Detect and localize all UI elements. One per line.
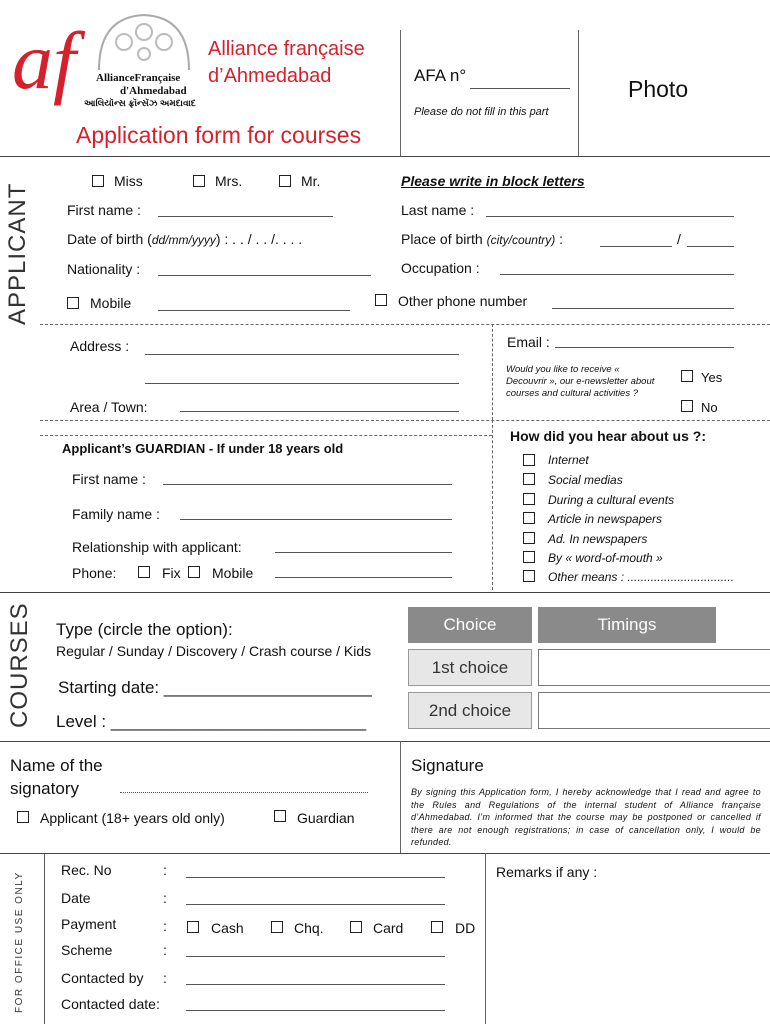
logo-gujarati: આલિયૉન્સ ફ્રૉન્સૅઝ અમદાવાદ	[84, 98, 196, 108]
hear-option[interactable]	[523, 529, 723, 547]
other-phone-field[interactable]	[552, 308, 734, 309]
mobile-checkbox[interactable]	[67, 297, 79, 309]
other-phone-checkbox[interactable]	[375, 294, 387, 306]
signature-label: Signature	[411, 756, 484, 775]
place-end: :	[555, 231, 564, 247]
logo-ornament-icon	[94, 12, 194, 72]
signature-top-rule	[0, 741, 770, 742]
hear-option-label: By « word-of-mouth »	[548, 551, 663, 565]
rec-no-colon: :	[163, 862, 167, 878]
place-slash: /	[677, 231, 681, 247]
logo-name-line2: d'Ahmedabad	[120, 85, 187, 97]
address-email-divider	[492, 324, 493, 420]
logo-name-line1: AllianceFrançaise	[96, 72, 181, 84]
guardian-fix-checkbox[interactable]	[138, 566, 150, 578]
guardian-top-divider	[40, 420, 770, 421]
org-name-line2: d’Ahmedabad	[208, 65, 332, 87]
hear-option-label: Article in newspapers	[548, 512, 663, 526]
hear-option[interactable]	[523, 548, 723, 566]
signature-area[interactable]	[410, 778, 765, 786]
place-hint: (city/country)	[486, 233, 556, 247]
date-field[interactable]	[186, 904, 445, 905]
other-phone-label: Other phone number	[398, 293, 528, 309]
starting-date-label[interactable]: Starting date: ______________________	[58, 678, 372, 697]
dob-label-start: Date of birth (	[67, 231, 152, 247]
nationality-label: Nationality :	[67, 261, 141, 277]
guardian-family-name-field[interactable]	[180, 519, 452, 520]
address-field-1[interactable]	[145, 354, 459, 355]
signatory-field[interactable]	[120, 792, 368, 793]
address-field-2[interactable]	[145, 383, 459, 384]
place-label-start: Place of birth	[401, 231, 487, 247]
payment-colon: :	[163, 918, 167, 934]
dob-format: dd/mm/yyyy	[151, 233, 216, 247]
hear-option-label: Ad. In newspapers	[548, 532, 648, 546]
newsletter-yes-label: Yes	[701, 370, 723, 385]
applicant-divider	[40, 324, 770, 325]
block-letters-note: Please write in block letters	[401, 173, 585, 189]
signature-divider	[400, 741, 401, 853]
payment-chq-label: Chq.	[294, 920, 324, 936]
place-field-city[interactable]	[600, 246, 672, 247]
logo-af: af	[12, 15, 76, 106]
hear-option[interactable]	[523, 567, 743, 585]
mrs-label: Mrs.	[215, 173, 243, 189]
newsletter-yes-checkbox[interactable]	[681, 370, 693, 382]
newsletter-no-label: No	[701, 400, 718, 415]
remarks-area[interactable]	[496, 884, 764, 1018]
hear-checkbox[interactable]	[523, 454, 535, 466]
course-type-label: Type (circle the option):	[56, 620, 233, 639]
office-section-label: FOR OFFICE USE ONLY	[14, 871, 25, 1013]
occupation-label: Occupation :	[401, 260, 480, 276]
second-choice-timing[interactable]	[538, 692, 770, 729]
guardian-box-right	[492, 420, 493, 590]
mr-checkbox[interactable]	[279, 175, 291, 187]
payment-label: Payment	[61, 916, 117, 932]
date-colon: :	[163, 890, 167, 906]
guardian-mobile-label: Mobile	[212, 565, 254, 581]
payment-card-label: Card	[373, 920, 404, 936]
last-name-field[interactable]	[486, 216, 734, 217]
mobile-field[interactable]	[158, 310, 350, 311]
hear-checkbox[interactable]	[523, 551, 535, 563]
level-label[interactable]: Level : ___________________________	[56, 712, 367, 731]
payment-dd-checkbox[interactable]	[431, 921, 443, 933]
choice-header: Choice	[408, 607, 532, 643]
signatory-label: Name of the signatory	[10, 756, 103, 798]
mrs-checkbox[interactable]	[193, 175, 205, 187]
first-name-label: First name :	[67, 202, 141, 218]
scheme-label: Scheme	[61, 942, 113, 958]
applicant-section-label: APPLICANT	[4, 182, 31, 325]
guardian-signatory-label: Guardian	[297, 810, 355, 826]
contacted-by-field[interactable]	[186, 984, 445, 985]
afa-field[interactable]	[470, 88, 570, 89]
newsletter-no-checkbox[interactable]	[681, 400, 693, 412]
hear-checkbox[interactable]	[523, 570, 535, 582]
area-field[interactable]	[180, 411, 459, 412]
miss-label: Miss	[114, 173, 143, 189]
org-name-line1: Alliance française	[208, 38, 365, 60]
place-field-country[interactable]	[687, 246, 734, 247]
hear-checkbox[interactable]	[523, 493, 535, 505]
area-label: Area / Town:	[70, 399, 148, 415]
hear-option[interactable]	[523, 470, 723, 488]
contacted-by-colon: :	[163, 970, 167, 986]
afa-note: Please do not fill in this part	[414, 106, 549, 118]
contacted-date-field[interactable]	[186, 1010, 445, 1011]
course-types[interactable]: Regular / Sunday / Discovery / Crash course / Kids	[56, 643, 372, 659]
applicant-signatory-label: Applicant (18+ years old only)	[40, 810, 225, 826]
hear-option[interactable]	[523, 450, 723, 468]
payment-dd-label: DD	[455, 920, 476, 936]
guardian-first-name-label: First name :	[72, 471, 146, 487]
payment-cash-label: Cash	[211, 920, 244, 936]
date-label: Date	[61, 890, 91, 906]
hear-option-label: During a cultural events	[548, 493, 675, 507]
courses-top-rule	[0, 592, 770, 593]
occupation-field[interactable]	[500, 274, 734, 275]
guardian-box-top	[40, 435, 492, 436]
declaration-text: By signing this Application form, I hereby acknowledge that I read and agree to the Rules and Regulations of the internal student of Alliance française d’Ahmedabad. I’m informed that the course may be postponed or cancelled if there are not enough registrations; in case of cancellation only, I would be refunded.	[411, 787, 761, 847]
payment-cash-checkbox[interactable]	[187, 921, 199, 933]
guardian-title: Applicant’s GUARDIAN - If under 18 years old	[62, 441, 344, 456]
nationality-field[interactable]	[158, 275, 371, 276]
contacted-date-label: Contacted date:	[61, 996, 160, 1012]
rec-no-label: Rec. No	[61, 862, 112, 878]
guardian-signatory-checkbox[interactable]	[274, 810, 286, 822]
miss-checkbox[interactable]	[92, 175, 104, 187]
first-choice-timing[interactable]	[538, 649, 770, 686]
hear-option-label: Other means : ................................	[548, 570, 735, 584]
hear-checkbox[interactable]	[523, 532, 535, 544]
scheme-colon: :	[163, 942, 167, 958]
email-label: Email :	[507, 334, 550, 350]
guardian-family-name-label: Family name :	[72, 506, 160, 522]
mobile-label: Mobile	[90, 295, 132, 311]
place-label	[401, 231, 563, 247]
hear-option-label: Internet	[548, 453, 589, 467]
photo-divider	[578, 30, 579, 156]
contacted-by-label: Contacted by	[61, 970, 144, 986]
courses-section-label: COURSES	[6, 602, 33, 728]
photo-box-label: Photo	[628, 76, 689, 102]
address-label: Address :	[70, 338, 130, 354]
hear-checkbox[interactable]	[523, 512, 535, 524]
dob-end: ) : . . / . . /. . . .	[215, 231, 303, 247]
first-choice-label: 1st choice	[408, 649, 532, 686]
remarks-label: Remarks if any :	[496, 864, 598, 880]
mr-label: Mr.	[301, 173, 321, 189]
header-divider	[400, 30, 401, 156]
guardian-relationship-label: Relationship with applicant:	[72, 539, 242, 555]
dob-label	[67, 231, 302, 247]
afa-label: AFA n°	[414, 66, 467, 85]
logo	[12, 12, 197, 127]
guardian-mobile-checkbox[interactable]	[188, 566, 200, 578]
header-bottom-rule	[0, 156, 770, 157]
office-top-rule	[0, 853, 770, 854]
guardian-first-name-field[interactable]	[163, 484, 452, 485]
org-name	[208, 36, 365, 90]
second-choice-label: 2nd choice	[408, 692, 532, 729]
hear-title: How did you hear about us ?:	[510, 428, 706, 444]
hear-checkbox[interactable]	[523, 473, 535, 485]
guardian-phone-field[interactable]	[275, 577, 452, 578]
hear-option[interactable]	[523, 490, 723, 508]
timings-header: Timings	[538, 607, 716, 643]
hear-option-label: Social medias	[548, 473, 623, 487]
newsletter-question: Would you like to receive « Decouvrir », our e-newsletter about courses and cultural activities ?	[506, 364, 655, 399]
form-title: Application form for courses	[76, 122, 362, 148]
remarks-divider	[485, 853, 486, 1024]
guardian-fix-label: Fix	[162, 565, 181, 581]
guardian-relationship-field[interactable]	[275, 552, 452, 553]
payment-chq-checkbox[interactable]	[271, 921, 283, 933]
rec-no-field[interactable]	[186, 877, 445, 878]
hear-option[interactable]	[523, 509, 723, 527]
last-name-label: Last name :	[401, 202, 475, 218]
email-field[interactable]	[555, 347, 734, 348]
applicant-signatory-checkbox[interactable]	[17, 811, 29, 823]
payment-card-checkbox[interactable]	[350, 921, 362, 933]
scheme-field[interactable]	[186, 956, 445, 957]
first-name-field[interactable]	[158, 216, 333, 217]
guardian-phone-label: Phone:	[72, 565, 117, 581]
